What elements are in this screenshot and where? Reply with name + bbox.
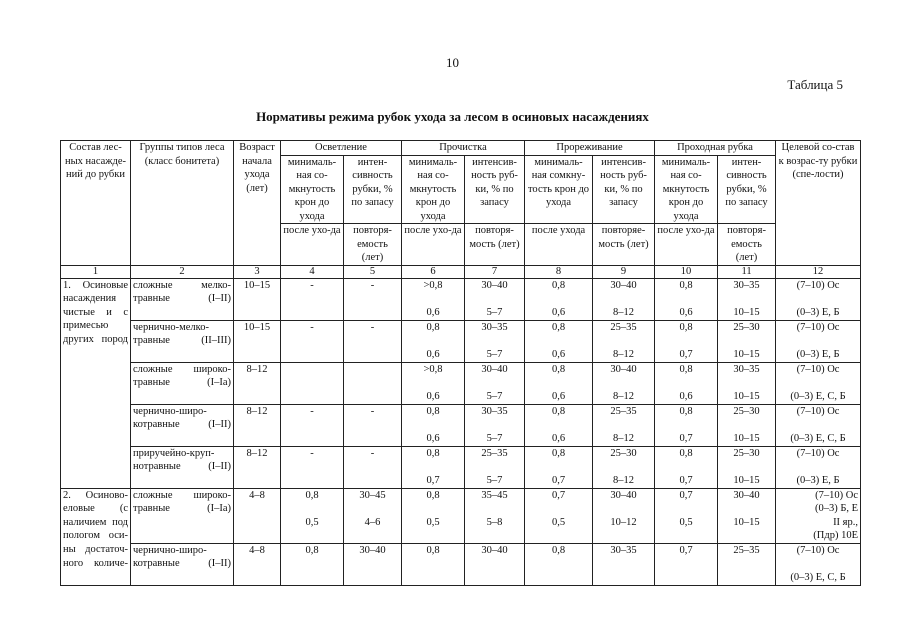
table-row (61, 362, 861, 404)
row-forest-type: сложные мелко-травные (I–II) (131, 278, 234, 320)
target-line: (Пдр) 10Е (813, 530, 859, 541)
prored-min-density-after: 0,6 (551, 433, 566, 444)
proch-intensity-cell (465, 404, 525, 446)
prored-intensity-cell (593, 446, 655, 488)
osv-intensity-after: 4–6 (364, 517, 381, 528)
prohod-min-density-after: 0,7 (679, 433, 693, 444)
row-target-composition (776, 320, 861, 362)
col-number: 5 (344, 265, 402, 278)
osv-intensity-after (346, 306, 399, 320)
osv-min-density-after (283, 348, 341, 362)
proch-intensity-cell (465, 278, 525, 320)
col-number: 10 (655, 265, 718, 278)
header-prohodnaya: Проходная рубка (655, 141, 776, 156)
osv-intensity-before: - (370, 405, 375, 417)
proch-intensity-before: 30–35 (481, 405, 508, 417)
row-start-age: 4–8 (234, 488, 281, 543)
header-proch-after: после ухо-да (402, 224, 465, 266)
row-composition: 2. Осиново-еловые (с наличием под пологом оси- (61, 488, 131, 543)
osv-min-density-cell (281, 320, 344, 362)
row-forest-type: чернично-широ-котравные (I–II) (131, 404, 234, 446)
prored-intensity-cell (593, 320, 655, 362)
row-start-age: 8–12 (234, 404, 281, 446)
prohod-min-density-before: 0,7 (679, 489, 693, 501)
prohod-min-density-cell (655, 488, 718, 543)
row-start-age: 8–12 (234, 362, 281, 404)
row-composition: 1. Осиновые насаждения чистые и с примесью других пород (61, 278, 131, 488)
target-line: (0–3) Е, С, Б (790, 572, 846, 583)
prored-min-density-before: 0,7 (551, 489, 566, 501)
prored-intensity-before: 30–35 (610, 544, 637, 556)
prohod-intensity-cell (718, 404, 776, 446)
prohod-min-density-after: 0,5 (679, 517, 693, 528)
target-line: (7–10) Ос (796, 321, 840, 333)
prohod-intensity-cell (718, 320, 776, 362)
prohod-min-density-cell (655, 404, 718, 446)
proch-intensity-before: 25–35 (481, 447, 508, 459)
proch-min-density-before: 0,8 (426, 405, 440, 417)
proch-min-density-before: 0,8 (426, 447, 440, 459)
prored-min-density-cell (525, 543, 593, 585)
col-number: 12 (776, 265, 861, 278)
osv-intensity-before: 30–40 (359, 544, 386, 556)
prored-min-density-cell (525, 278, 593, 320)
proch-intensity-cell (465, 320, 525, 362)
prored-intensity-cell (593, 543, 655, 585)
table-label: Таблица 5 (787, 77, 843, 92)
row-start-age: 10–15 (234, 320, 281, 362)
header-osv-intensity: интен-сивность рубки, % по запасу (344, 155, 402, 224)
prored-min-density-after: 0,6 (551, 391, 566, 402)
prored-intensity-before: 25–35 (610, 405, 637, 417)
prored-intensity-cell (593, 488, 655, 543)
col-number: 6 (402, 265, 465, 278)
target-line: (0–3) Е, С, Б (790, 433, 846, 444)
col-number: 3 (234, 265, 281, 278)
prohod-min-density-after: 0,7 (679, 349, 693, 360)
proch-min-density-cell (402, 362, 465, 404)
osv-intensity-before: 30–45 (359, 489, 386, 501)
header-forest-type: Группы типов леса (класс бонитета) (131, 141, 234, 266)
proch-min-density-cell (402, 543, 465, 585)
proch-min-density-after: 0,6 (426, 433, 440, 444)
proch-min-density-cell (402, 320, 465, 362)
prohod-min-density-before: 0,8 (679, 405, 693, 417)
prohod-intensity-before: 30–35 (733, 279, 760, 291)
target-line: (0–3) Е, Б (796, 349, 840, 360)
osv-min-density-after (283, 432, 341, 446)
header-composition: Состав лес-ных насажде-ний до рубки (61, 141, 131, 266)
table-title: Нормативы режима рубок ухода за лесом в осиновых насаждениях (256, 109, 649, 124)
prohod-intensity-cell (718, 488, 776, 543)
osv-intensity-cell (344, 488, 402, 543)
proch-intensity-after: 5–7 (486, 475, 503, 486)
osv-min-density-cell (281, 488, 344, 543)
prohod-intensity-after: 10–15 (733, 349, 760, 360)
col-number: 11 (718, 265, 776, 278)
osv-min-density-cell (281, 543, 344, 585)
osv-intensity-before: - (370, 447, 375, 459)
proch-min-density-cell (402, 404, 465, 446)
osv-intensity-cell (344, 543, 402, 585)
osv-min-density-after (283, 474, 341, 488)
proch-intensity-before: 30–35 (481, 321, 508, 333)
row-start-age: 8–12 (234, 446, 281, 488)
proch-intensity-after: 5–7 (486, 349, 503, 360)
col-number: 9 (593, 265, 655, 278)
header-prored-min-density: минималь-ная сомкну-тость крон до ухода (525, 155, 593, 224)
header-prored-repeat: повторяе-мость (лет) (593, 224, 655, 266)
prored-min-density-before: 0,8 (551, 405, 566, 417)
prored-intensity-after: 8–12 (613, 475, 635, 486)
target-line: (7–10) Ос (796, 544, 840, 556)
proch-min-density-after: 0,5 (426, 517, 440, 528)
prohod-intensity-after: 10–15 (733, 391, 760, 402)
row-composition: ны достаточ-ного количе- (61, 543, 131, 585)
proch-min-density-after: 0,6 (426, 349, 440, 360)
prored-min-density-cell (525, 362, 593, 404)
osv-min-density-after (283, 390, 341, 404)
header-osv-repeat: повторя-емость (лет) (344, 224, 402, 266)
prohod-intensity-before: 30–40 (733, 489, 760, 501)
proch-intensity-after: 5–7 (486, 433, 503, 444)
header-target-composition: Целевой со-став к возрас-ту рубки (спе-лости) (776, 141, 861, 266)
proch-min-density-cell (402, 446, 465, 488)
proch-min-density-before: 0,8 (426, 321, 440, 333)
proch-min-density-after: 0,7 (426, 475, 440, 486)
osv-min-density-before: - (310, 321, 314, 333)
prohod-intensity-cell (718, 362, 776, 404)
prored-intensity-after: 8–12 (613, 349, 635, 360)
header-prohod-min-density: минималь-ная со-мкнутость крон до ухода (655, 155, 718, 224)
page-number: 10 (446, 55, 459, 70)
osv-min-density-before: - (310, 279, 314, 291)
osv-intensity-cell (344, 320, 402, 362)
prored-min-density-after: 0,6 (551, 349, 566, 360)
row-forest-type: сложные широко-травные (I–Ia) (131, 362, 234, 404)
proch-intensity-cell (465, 446, 525, 488)
header-osv-after: после ухо-да (281, 224, 344, 266)
proch-intensity-cell (465, 543, 525, 585)
proch-intensity-cell (465, 362, 525, 404)
target-line: (7–10) Ос (796, 363, 840, 375)
prohod-intensity-before: 25–30 (733, 447, 760, 459)
target-line: (7–10) Ос (796, 405, 840, 417)
prored-intensity-after: 10–12 (610, 517, 637, 528)
table-row (61, 543, 861, 585)
prohod-intensity-after: 10–15 (733, 433, 760, 444)
row-forest-type: приручейно-круп-нотравные (I–II) (131, 446, 234, 488)
osv-intensity-before (346, 363, 399, 377)
prohod-min-density-cell (655, 446, 718, 488)
proch-intensity-cell (465, 488, 525, 543)
col-number: 7 (465, 265, 525, 278)
header-prohod-intensity: интен-сивность рубки, % по запасу (718, 155, 776, 224)
row-start-age: 4–8 (234, 543, 281, 585)
proch-intensity-before: 30–40 (481, 363, 508, 375)
prored-min-density-before: 0,8 (551, 321, 566, 333)
proch-min-density-before: 0,8 (426, 489, 440, 501)
target-line: (0–3) Е, Б (796, 307, 840, 318)
prohod-intensity-after: 10–15 (733, 307, 760, 318)
prored-min-density-before: 0,8 (551, 279, 566, 291)
prohod-min-density-after: 0,7 (679, 475, 693, 486)
header-prohod-repeat: повторя-емость (лет) (718, 224, 776, 266)
row-target-composition (776, 543, 861, 585)
prored-min-density-before: 0,8 (551, 363, 566, 375)
osv-min-density-cell (281, 446, 344, 488)
header-prored-intensity: интенсив-ность руб-ки, % по запасу (593, 155, 655, 224)
target-line: (7–10) Ос (815, 489, 859, 501)
row-target-composition (776, 278, 861, 320)
osv-min-density-before: - (310, 447, 314, 459)
header-prohod-after: после ухо-да (655, 224, 718, 266)
norms-table (60, 140, 861, 586)
osv-intensity-before: - (370, 321, 375, 333)
header-prochistka: Прочистка (402, 141, 525, 156)
header-proch-repeat: повторя-мость (лет) (465, 224, 525, 266)
prored-intensity-cell (593, 278, 655, 320)
table-row (61, 404, 861, 446)
prohod-min-density-cell (655, 362, 718, 404)
prored-intensity-before: 30–40 (610, 279, 637, 291)
osv-intensity-after (346, 390, 399, 404)
osv-min-density-cell (281, 404, 344, 446)
osv-intensity-cell (344, 404, 402, 446)
prored-intensity-before: 30–40 (610, 489, 637, 501)
col-number: 1 (61, 265, 131, 278)
prored-min-density-cell (525, 488, 593, 543)
osv-min-density-before: 0,8 (305, 489, 319, 501)
row-target-composition (776, 404, 861, 446)
proch-min-density-before: >0,8 (423, 363, 443, 375)
prored-intensity-before: 30–40 (610, 363, 637, 375)
proch-intensity-after: 5–7 (486, 307, 503, 318)
osv-intensity-after (346, 348, 399, 362)
proch-intensity-before: 35–45 (481, 489, 508, 501)
prored-min-density-before: 0,8 (551, 447, 566, 459)
col-number: 8 (525, 265, 593, 278)
proch-intensity-after: 5–7 (486, 391, 503, 402)
prohod-min-density-before: 0,8 (679, 321, 693, 333)
table-row (61, 446, 861, 488)
prohod-min-density-before: 0,8 (679, 363, 693, 375)
header-proch-min-density: минималь-ная со-мкнутость крон до ухода (402, 155, 465, 224)
prored-intensity-after: 8–12 (613, 307, 635, 318)
prohod-min-density-before: 0,8 (679, 447, 693, 459)
osv-min-density-before: 0,8 (305, 544, 319, 556)
row-target-composition (776, 362, 861, 404)
prohod-intensity-cell (718, 278, 776, 320)
prored-intensity-cell (593, 404, 655, 446)
prohod-min-density-cell (655, 320, 718, 362)
prohod-intensity-after: 10–15 (733, 517, 760, 528)
prored-intensity-before: 25–35 (610, 321, 637, 333)
col-number: 2 (131, 265, 234, 278)
proch-min-density-cell (402, 278, 465, 320)
row-target-composition (776, 488, 861, 543)
prohod-min-density-cell (655, 278, 718, 320)
table-body (61, 278, 861, 585)
prored-intensity-after: 8–12 (613, 391, 635, 402)
row-start-age: 10–15 (234, 278, 281, 320)
prored-min-density-after: 0,5 (551, 517, 566, 528)
target-line: II яр., (833, 516, 859, 528)
proch-intensity-after: 5–8 (486, 517, 503, 528)
target-line: (0–3) Е, Б (796, 475, 840, 486)
prohod-min-density-after: 0,6 (679, 307, 693, 318)
prohod-min-density-before: 0,8 (679, 279, 693, 291)
osv-min-density-after (283, 306, 341, 320)
prohod-intensity-before: 25–30 (733, 405, 760, 417)
proch-min-density-after: 0,6 (426, 307, 440, 318)
prohod-intensity-cell (718, 446, 776, 488)
prored-min-density-before: 0,8 (551, 544, 566, 556)
prored-intensity-after: 8–12 (613, 433, 635, 444)
proch-min-density-after: 0,6 (426, 391, 440, 402)
proch-min-density-cell (402, 488, 465, 543)
prohod-intensity-before: 30–35 (733, 363, 760, 375)
target-line: (0–3) Е, С, Б (790, 391, 846, 402)
prored-min-density-after: 0,6 (551, 307, 566, 318)
proch-intensity-before: 30–40 (481, 279, 508, 291)
prohod-intensity-cell (718, 543, 776, 585)
prored-min-density-after: 0,7 (551, 475, 566, 486)
table-row (61, 278, 861, 320)
proch-min-density-before: 0,8 (426, 544, 440, 556)
osv-min-density-before (283, 363, 341, 377)
osv-min-density-cell (281, 362, 344, 404)
osv-intensity-cell (344, 362, 402, 404)
target-line: (7–10) Ос (796, 447, 840, 459)
osv-min-density-after: 0,5 (305, 517, 319, 528)
prohod-intensity-after: 10–15 (733, 475, 760, 486)
prohod-intensity-before: 25–30 (733, 321, 760, 333)
header-osvetlenie: Осветление (281, 141, 402, 156)
prored-intensity-cell (593, 362, 655, 404)
row-target-composition (776, 446, 861, 488)
column-number-row (61, 265, 861, 278)
prored-min-density-cell (525, 404, 593, 446)
prohod-min-density-after: 0,6 (679, 391, 693, 402)
osv-min-density-cell (281, 278, 344, 320)
osv-intensity-cell (344, 278, 402, 320)
table-row (61, 488, 861, 543)
prored-intensity-before: 25–30 (610, 447, 637, 459)
row-forest-type: чернично-мелко-травные (II–III) (131, 320, 234, 362)
row-forest-type: чернично-широ-котравные (I–II) (131, 543, 234, 585)
header-prored-after: после ухода (525, 224, 593, 266)
table-row (61, 320, 861, 362)
header-start-age: Возраст начала ухода (лет) (234, 141, 281, 266)
osv-min-density-before: - (310, 405, 314, 417)
osv-intensity-after (346, 474, 399, 488)
header-osv-min-density: минималь-ная со-мкнутость крон до ухода (281, 155, 344, 224)
osv-intensity-cell (344, 446, 402, 488)
col-number: 4 (281, 265, 344, 278)
proch-intensity-before: 30–40 (481, 544, 508, 556)
row-forest-type: сложные широко-травные (I–Ia) (131, 488, 234, 543)
header-proch-intensity: интенсив-ность руб-ки, % по запасу (465, 155, 525, 224)
osv-intensity-after (346, 432, 399, 446)
prohod-intensity-before: 25–35 (733, 544, 760, 556)
target-line: (0–3) Б, Е (814, 503, 859, 514)
prored-min-density-cell (525, 320, 593, 362)
prohod-min-density-before: 0,7 (679, 544, 693, 556)
prored-min-density-cell (525, 446, 593, 488)
target-line: (7–10) Ос (796, 279, 840, 291)
header-prorezhivanie: Прореживание (525, 141, 655, 156)
prohod-min-density-cell (655, 543, 718, 585)
proch-min-density-before: >0,8 (423, 279, 443, 291)
osv-intensity-before: - (370, 279, 375, 291)
